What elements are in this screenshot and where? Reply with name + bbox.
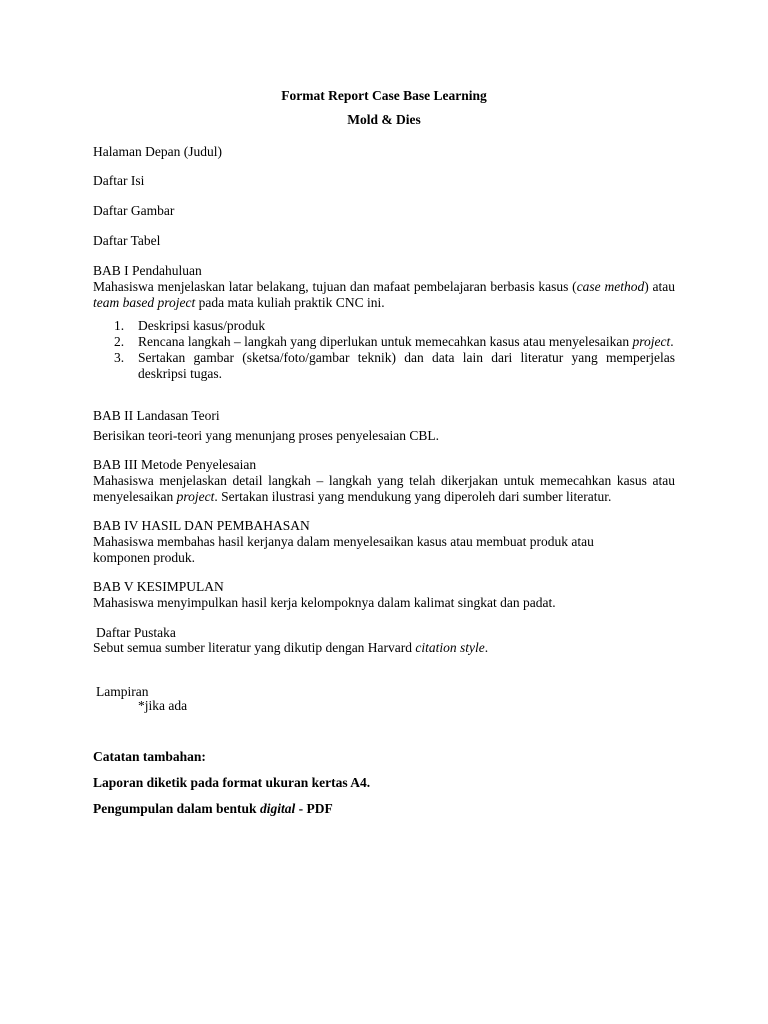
list-item-tail: .	[670, 334, 674, 349]
bab3-text-italic: project	[176, 489, 215, 504]
figures-list-item: Daftar Gambar	[93, 203, 175, 218]
bab1-heading: BAB I Pendahuluan	[93, 263, 202, 278]
bab3-heading: BAB III Metode Penyelesaian	[93, 457, 257, 472]
bab1-description	[93, 279, 675, 311]
bab4-text: Mahasiswa membahas hasil kerjanya dalam menyelesaikan kasus atau membuat produk atau komponen produk.	[93, 534, 594, 565]
bab4-heading: BAB IV HASIL DAN PEMBAHASAN	[93, 518, 310, 533]
pustaka-text-a: Sebut semua sumber literatur yang dikutip dengan Harvard	[93, 640, 416, 655]
bab5-text: Mahasiswa menyimpulkan hasil kerja kelompoknya dalam kalimat singkat dan padat.	[93, 595, 556, 610]
toc-item: Daftar Isi	[93, 173, 145, 188]
bab1-text-a: Mahasiswa menjelaskan latar belakang, tujuan dan mafaat pembelajaran berbasis kasus (	[93, 279, 577, 294]
notes-submission-italic: digital	[259, 801, 296, 816]
list-item	[93, 334, 675, 350]
bab3-text-b: . Sertakan ilustrasi yang mendukung yang diperoleh dari sumber literatur.	[214, 489, 612, 504]
bab3-description	[93, 473, 675, 505]
list-item-text: Sertakan gambar (sketsa/foto/gambar teknik) dan data lain dari literatur yang memperjelas deskripsi tugas.	[138, 350, 675, 381]
list-item	[93, 318, 675, 334]
notes-submission-text-b: - PDF	[295, 801, 333, 816]
list-item-number: 1.	[114, 318, 125, 333]
list-item-text: Rencana langkah – langkah yang diperlukan untuk memecahkan kasus atau menyelesaikan	[138, 334, 633, 349]
bab5-heading: BAB V KESIMPULAN	[93, 579, 224, 594]
lampiran-note: *jika ada	[138, 698, 188, 713]
pustaka-text	[93, 640, 675, 656]
notes-heading: Catatan tambahan:	[93, 749, 206, 764]
document-title: Format Report Case Base Learning	[281, 88, 487, 103]
notes-paper-size: Laporan diketik pada format ukuran kertas A4.	[93, 775, 371, 790]
bab2-heading: BAB II Landasan Teori	[93, 408, 220, 423]
lampiran-heading: Lampiran	[96, 684, 149, 699]
bab1-steps-list	[93, 318, 675, 382]
list-item-italic: project	[632, 334, 671, 349]
pustaka-heading: Daftar Pustaka	[96, 625, 176, 640]
list-item-text: Deskripsi kasus/produk	[138, 318, 266, 333]
notes-submission-text-a: Pengumpulan dalam bentuk	[93, 801, 260, 816]
list-item	[93, 350, 675, 382]
bab2-text: Berisikan teori-teori yang menunjang proses penyelesaian CBL.	[93, 428, 440, 443]
bab1-text-c: pada mata kuliah praktik CNC ini.	[195, 295, 385, 310]
bab1-text-italic-b: team based project	[93, 295, 196, 310]
bab3-text-a: Mahasiswa menjelaskan detail langkah – langkah yang telah dikerjakan untuk memecahkan kasus atau menyelesaikan	[93, 473, 675, 504]
document-subtitle: Mold & Dies	[347, 112, 421, 127]
bab1-text-b: ) atau	[644, 279, 675, 294]
cover-page-item: Halaman Depan (Judul)	[93, 144, 222, 159]
pustaka-text-italic: citation style	[415, 640, 485, 655]
list-item-number: 3.	[114, 350, 125, 365]
pustaka-text-b: .	[484, 640, 489, 655]
tables-list-item: Daftar Tabel	[93, 233, 161, 248]
list-item-number: 2.	[114, 334, 125, 349]
bab1-text-italic-a: case method	[576, 279, 645, 294]
notes-submission	[93, 801, 333, 817]
